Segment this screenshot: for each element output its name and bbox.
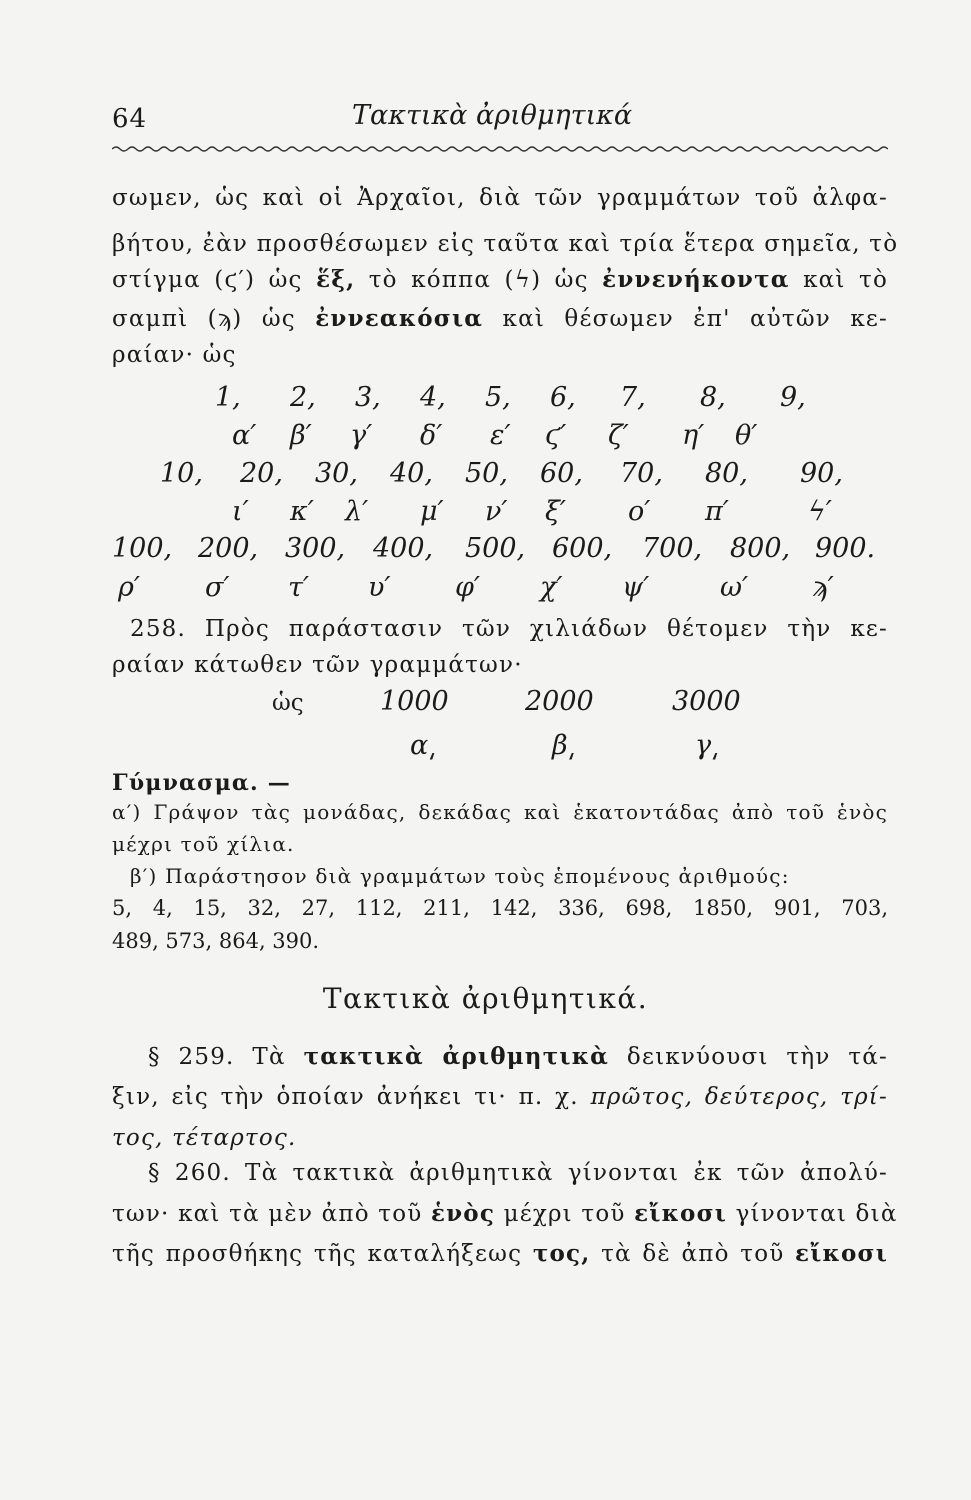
para259-line2 <box>112 1084 888 1110</box>
bold-term: ἐννεακόσια <box>315 305 484 332</box>
letter-cell: ω′ <box>720 572 749 603</box>
units-letters-row <box>0 420 971 452</box>
hundreds-row <box>0 533 971 565</box>
para1-line4 <box>112 305 888 332</box>
para260-line2 <box>112 1200 898 1227</box>
letter-cell: ι′ <box>232 496 249 527</box>
text-segment: τὸ κόππα (ϟ) ὡς <box>368 267 589 293</box>
numeral-cell: 80, <box>705 458 748 489</box>
bold-term: τακτικὰ ἀριθμητικὰ <box>303 1043 610 1070</box>
text-segment: τῆς προσθήκης τῆς καταλήξεως <box>112 1241 523 1267</box>
letter-cell: τ′ <box>288 572 310 603</box>
numeral-cell: 9, <box>780 382 806 413</box>
numeral-cell: 90, <box>800 458 843 489</box>
numeral-cell: 3000 <box>672 686 741 717</box>
numeral-cell: 5, <box>485 382 511 413</box>
numeral-cell: 2000 <box>525 686 594 717</box>
exercise-b-line3: 489, 573, 864, 390. <box>112 929 320 953</box>
section-title: Τακτικὰ ἀριθμητικά. <box>322 982 649 1015</box>
text-segment: των· καὶ τὰ μὲν ἀπὸ τοῦ <box>112 1201 423 1227</box>
para259-line1 <box>148 1043 888 1070</box>
thousands-row <box>0 686 971 720</box>
numeral-cell: 300, <box>285 533 346 564</box>
para258-line2: ραίαν κάτωθεν τῶν γραμμάτων· <box>112 652 523 678</box>
exercise-a-line1: α′) Γράψον τὰς μονάδας, δεκάδας καὶ ἑκατοντάδας ἀπὸ τοῦ ἑνὸς <box>112 800 888 824</box>
letter-cell: χ′ <box>540 572 563 603</box>
letter-cell: ε′ <box>490 420 511 451</box>
letter-cell: ν′ <box>485 496 508 527</box>
letter-cell: ϛ′ <box>545 420 567 451</box>
numeral-cell: 6, <box>550 382 576 413</box>
letter-cell: λ′ <box>345 496 369 527</box>
bold-term: εἴκοσι <box>795 1240 889 1267</box>
numeral-cell: 30, <box>315 458 358 489</box>
numeral-cell: 1000 <box>380 686 449 717</box>
para1-line3 <box>112 266 888 293</box>
numeral-cell: 40, <box>390 458 433 489</box>
numeral-cell: 900. <box>815 533 876 564</box>
numeral-cell: 700, <box>642 533 703 564</box>
numeral-cell: 800, <box>730 533 791 564</box>
letter-cell: ρ′ <box>118 572 141 603</box>
letter-cell: γ͵ <box>695 730 719 761</box>
page-number: 64 <box>112 104 148 134</box>
bold-term: εἴκοσι <box>634 1200 728 1227</box>
exercise-b-line1: β′) Παράστησον διὰ γραμμάτων τοὺς ἑπομένους ἀριθμούς: <box>130 864 790 888</box>
letter-cell: ϡ′ <box>812 572 834 603</box>
numeral-cell: 600, <box>552 533 613 564</box>
numeral-cell: 1, <box>215 382 241 413</box>
para260-line3 <box>112 1240 888 1267</box>
numeral-cell: 70, <box>620 458 663 489</box>
letter-cell: β͵ <box>552 730 576 761</box>
letter-cell: κ′ <box>290 496 314 527</box>
para1-line1: σωμεν, ὡς καὶ οἱ Ἀρχαῖοι, διὰ τῶν γραμμάτων τοῦ ἀλφα- <box>112 185 888 211</box>
letter-cell: ψ′ <box>622 572 650 603</box>
exercise-heading: Γύμνασμα. — <box>112 770 291 796</box>
numeral-cell: 50, <box>465 458 508 489</box>
letter-cell: β′ <box>290 420 312 451</box>
letter-cell: γ′ <box>350 420 373 451</box>
bold-term: ἐννενήκοντα <box>602 266 790 293</box>
para1-line5: ραίαν· ὡς <box>112 342 237 368</box>
numeral-cell: 20, <box>240 458 283 489</box>
units-row <box>0 382 971 414</box>
thousands-prefix: ὡς <box>272 690 304 716</box>
numeral-cell: 2, <box>290 382 316 413</box>
letter-cell: ζ′ <box>608 420 629 451</box>
letter-cell: ο′ <box>628 496 651 527</box>
text-segment: § 259. Τὰ <box>148 1044 286 1070</box>
bold-term: τος, <box>532 1240 591 1267</box>
hundreds-letters-row <box>0 572 971 604</box>
numeral-cell: 10, <box>160 458 203 489</box>
numeral-cell: 3, <box>355 382 381 413</box>
letter-cell: ξ′ <box>545 496 567 527</box>
para260-line1: § 260. Τὰ τακτικὰ ἀριθμητικὰ γίνονται ἐκ τῶν ἀπολύ- <box>148 1160 888 1186</box>
text-segment: δεικνύουσι τὴν τά- <box>626 1044 888 1070</box>
page-header <box>112 100 888 140</box>
numeral-cell: 7, <box>620 382 646 413</box>
tens-letters-row <box>0 496 971 528</box>
text-segment: καὶ τὸ <box>803 267 889 293</box>
exercise-b-line2: 5, 4, 15, 32, 27, 112, 211, 142, 336, 698, 1850, 901, 703, <box>112 896 888 920</box>
letter-cell: υ′ <box>368 572 391 603</box>
bold-term: ἕξ, <box>316 266 356 293</box>
text-segment: σαμπὶ (ϡ) ὡς <box>112 306 296 332</box>
para258-line1: 258. Πρὸς παράστασιν τῶν χιλιάδων θέτομεν τὴν κε- <box>130 616 888 642</box>
letter-cell: ϟ′ <box>808 496 832 527</box>
text-segment: καὶ θέσωμεν ἐπ' αὐτῶν κε- <box>502 306 888 332</box>
letter-cell: θ′ <box>735 420 758 451</box>
text-segment: ξιν, εἰς τὴν ὁποίαν ἀνήκει τι· π. χ. <box>112 1084 579 1110</box>
text-segment: στίγμα (ϛ′) ὡς <box>112 267 303 293</box>
running-title: Τακτικὰ ἀριθμητικά <box>352 100 633 131</box>
letter-cell: φ′ <box>455 572 481 603</box>
header-wavy-rule <box>112 145 888 153</box>
exercise-a-line2: μέχρι τοῦ χίλια. <box>112 832 295 856</box>
para259-line3: τος, τέταρτος. <box>112 1125 297 1151</box>
bold-term: ἑνὸς <box>430 1200 496 1227</box>
letter-cell: μ′ <box>420 496 444 527</box>
letter-cell: σ′ <box>205 572 230 603</box>
letter-cell: δ′ <box>420 420 443 451</box>
para1-line2: βήτου, ἐὰν προσθέσωμεν εἰς ταῦτα καὶ τρία ἕτερα σημεῖα, τὸ <box>112 231 899 257</box>
numeral-cell: 500, <box>465 533 526 564</box>
letter-cell: π′ <box>705 496 729 527</box>
numeral-cell: 400, <box>373 533 434 564</box>
numeral-cell: 200, <box>198 533 259 564</box>
italic-example: πρῶτος, δεύτερος, τρί- <box>590 1084 888 1110</box>
numeral-cell: 60, <box>540 458 583 489</box>
numeral-cell: 8, <box>700 382 726 413</box>
tens-row <box>0 458 971 490</box>
letter-cell: α͵ <box>410 730 436 761</box>
text-segment: τὰ δὲ ἀπὸ τοῦ <box>601 1241 785 1267</box>
thousands-letters-row <box>0 730 971 762</box>
text-segment: γίνονται διὰ <box>735 1201 898 1227</box>
letter-cell: η′ <box>682 420 705 451</box>
text-segment: μέχρι τοῦ <box>503 1201 626 1227</box>
numeral-cell: 100, <box>112 533 173 564</box>
letter-cell: α′ <box>232 420 257 451</box>
numeral-cell: 4, <box>420 382 446 413</box>
